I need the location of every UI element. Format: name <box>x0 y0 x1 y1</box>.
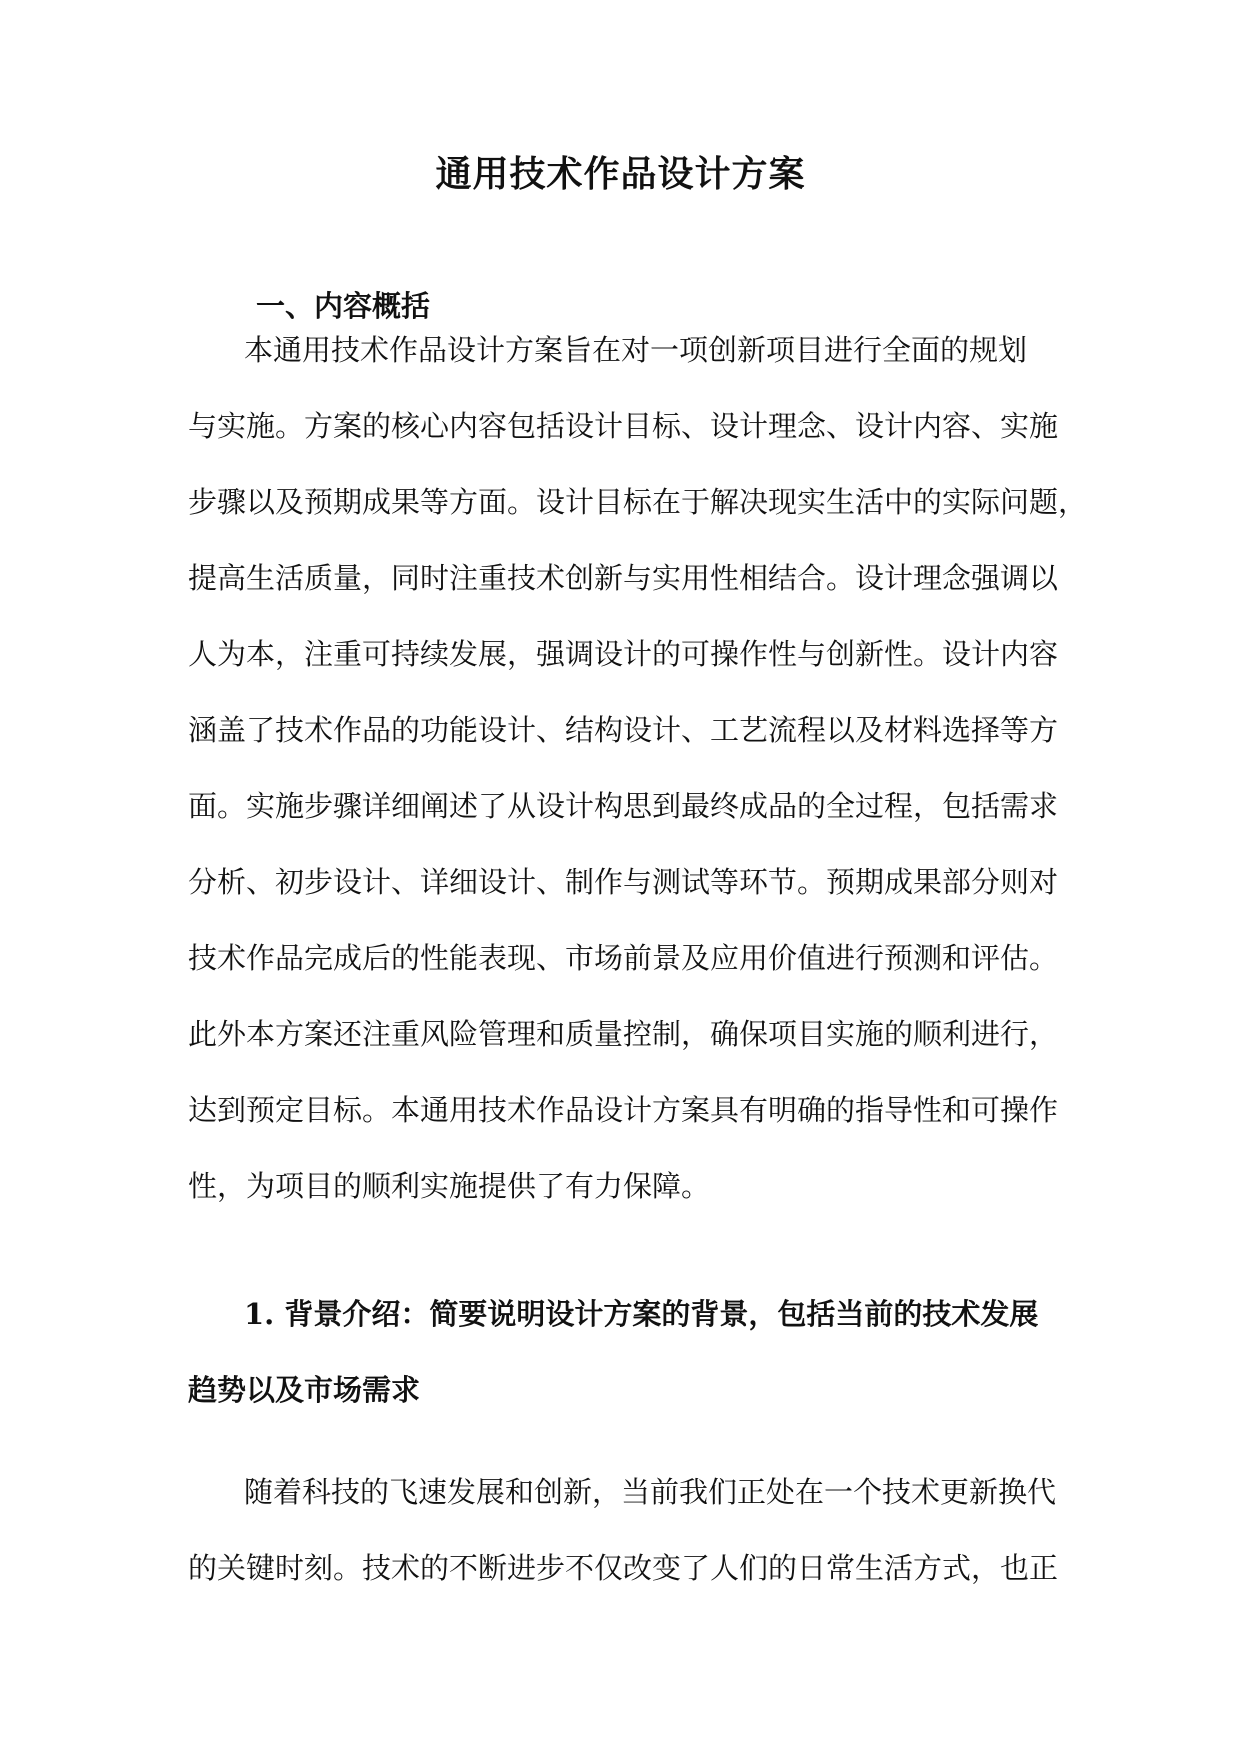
paragraph-line: 人为本，注重可持续发展，强调设计的可操作性与创新性。设计内容 <box>188 637 1059 671</box>
paragraph-line: 与实施。方案的核心内容包括设计目标、设计理念、设计内容、实施 <box>188 409 1059 443</box>
paragraph-line: 面。实施步骤详细阐述了从设计构思到最终成品的全过程，包括需求 <box>188 789 1059 823</box>
paragraph-line: 随着科技的飞速发展和创新，当前我们正处在一个技术更新换代 <box>244 1475 1057 1509</box>
paragraph-line: 涵盖了技术作品的功能设计、结构设计、工艺流程以及材料选择等方 <box>188 713 1059 747</box>
section-heading-summary: 一、内容概括 <box>256 289 431 323</box>
section-heading-background-line: 1. 背景介绍：简要说明设计方案的背景，包括当前的技术发展 <box>244 1297 1039 1331</box>
paragraph-line: 的关键时刻。技术的不断进步不仅改变了人们的日常生活方式，也正 <box>188 1551 1059 1585</box>
paragraph-line: 分析、初步设计、详细设计、制作与测试等环节。预期成果部分则对 <box>188 865 1059 899</box>
paragraph-line: 性，为项目的顺利实施提供了有力保障。 <box>188 1169 711 1203</box>
section-heading-background-line: 趋势以及市场需求 <box>188 1373 421 1407</box>
paragraph-line: 此外本方案还注重风险管理和质量控制，确保项目实施的顺利进行， <box>188 1017 1059 1051</box>
document-title: 通用技术作品设计方案 <box>435 153 806 195</box>
paragraph-line: 本通用技术作品设计方案旨在对一项创新项目进行全面的规划 <box>244 333 1028 367</box>
paragraph-line: 技术作品完成后的性能表现、市场前景及应用价值进行预测和评估。 <box>188 941 1059 975</box>
paragraph-line: 达到预定目标。本通用技术作品设计方案具有明确的指导性和可操作 <box>188 1093 1059 1127</box>
paragraph-line: 步骤以及预期成果等方面。设计目标在于解决现实生活中的实际问题， <box>188 485 1088 519</box>
paragraph-line: 提高生活质量，同时注重技术创新与实用性相结合。设计理念强调以 <box>188 561 1059 595</box>
